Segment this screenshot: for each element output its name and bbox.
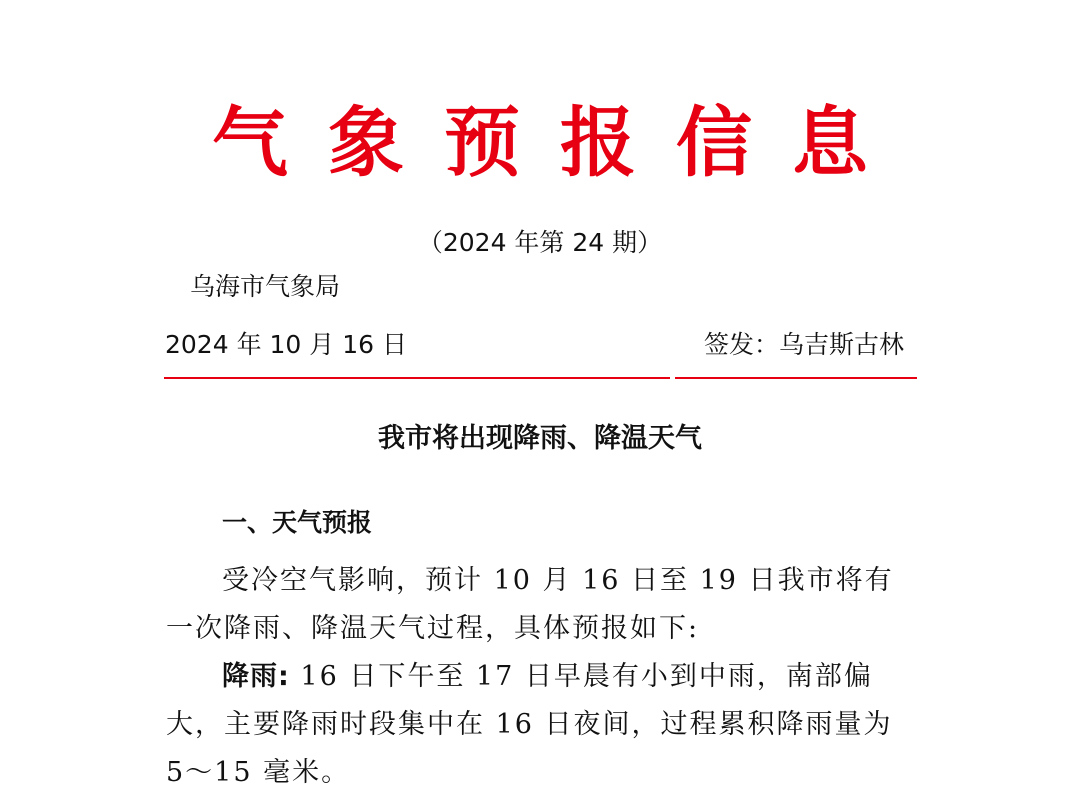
header-divider-right: [675, 377, 917, 379]
rain-paragraph: [166, 653, 911, 797]
issuing-organization: 乌海市气象局: [190, 272, 341, 301]
issue-date: 2024 年 10 月 16 日: [165, 330, 407, 359]
article-headline: 我市将出现降雨、降温天气: [378, 423, 702, 454]
rain-label: 降雨:: [222, 661, 290, 692]
section-heading: 一、天气预报: [222, 508, 373, 537]
rain-text: 16 日下午至 17 日早晨有小到中雨，南部偏大，主要降雨时段集中在 16 日夜间，过程累积降雨量为 5～15 毫米。: [166, 661, 893, 788]
signer: 签发：乌吉斯古林: [703, 330, 904, 359]
intro-paragraph: 受冷空气影响，预计 10 月 16 日至 19 日我市将有一次降雨、降温天气过程，具体预报如下:: [166, 565, 894, 644]
issue-number: （2024 年第 24 期）: [417, 228, 663, 257]
masthead-title: 气象预报信息: [212, 98, 908, 187]
header-divider-left: [164, 377, 670, 379]
